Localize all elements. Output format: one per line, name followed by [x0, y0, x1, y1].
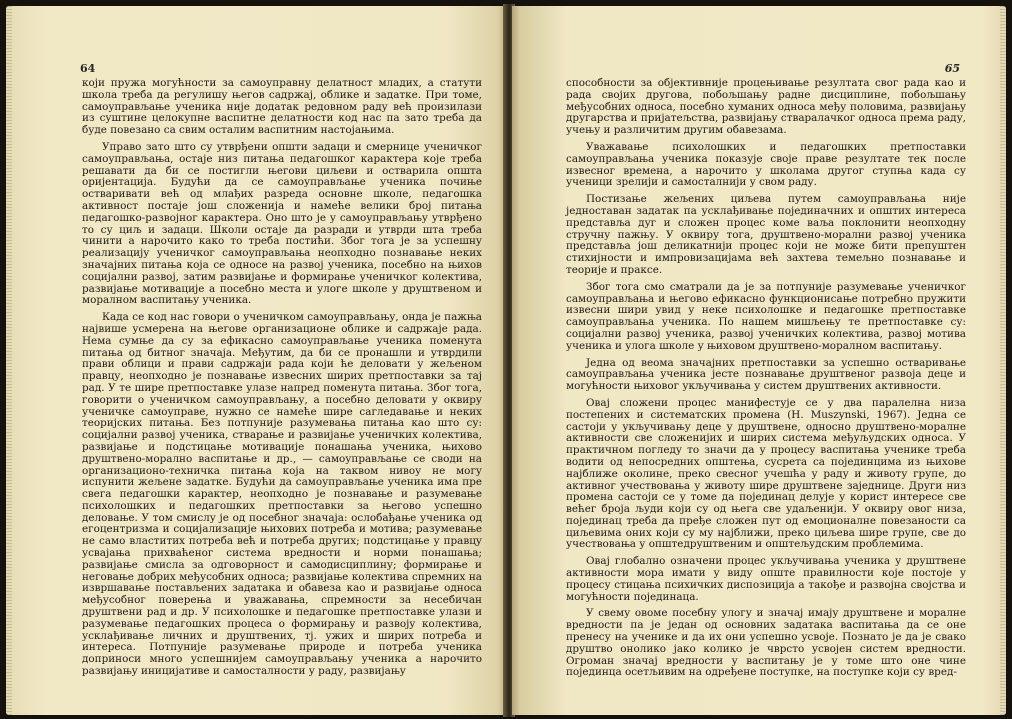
page-number: 65 [944, 62, 960, 75]
paragraph: У свему овоме посебну улогу и значај имају друштвене и моралне вредности па је један од основних задатака васпитања да се оне пренесу на ученике и да их они успешно усвоје. Познато је да је свако друштво онолико јако колико је чврсто усвојен систем вредности. Огроман значај вредности у васпитању је у томе што оне чине појединца осетљивим на одређене поступке, на поступке који су вред- [566, 607, 966, 679]
page-edges [6, 6, 12, 715]
left-page [6, 6, 506, 715]
body-text [82, 78, 482, 678]
paragraph: Због тога смо сматрали да је за потпуније разумевање ученичког самоуправљања и његово ефикасно функционисање потребно пружити извесни шири увид у неке психолошке и педагошке претпоставке самоуправљања ученика. По нашем мишљењу те претпоставке су: социјални развој ученика, развој ученичких колектива, развој мотива ученика и улога школе у њиховом друштвено-моралном васпитању. [566, 280, 966, 352]
paragraph: Када се код нас говори о ученичком самоуправљању, онда је пажња највише усмерена на његове организационе облике и садржаје рада. Нема сумње да су за ефикасно самоуправљање ученика поменута питања од битног значаја. Међутим, да би се пронашли и утврдили прави облици и прави садржаји рада који ће деловати у жељеном правцу, неопходно је познавање извесних ширих претпоставки за тај рад. У те шире претпоставке улазе напред поменута питања. Због тога, говорити о ученичком самоуправљању, а посебно деловати у оквиру ученичке самоуправе, нужно се намеће шире сагледавање и неких теоријских питања. Без потпуније разумевања питања као што су: социјални развој ученика, стварање и развијање ученичких колектива, развијање и подстицање мотивације понашања ученика, њихово друштвено-морално васпитање и др., — самоуправљање се своди на организационо-техничка питања која на таквом нивоу не могу испунити жељене задатке. Будући да самоуправљање ученика има пре свега педагошки карактер, неопходно је познавање и разумевање психолошких и педагошких претпоставки за његово успешно деловање. У том смислу је од посебног значаја: ослобађање ученика од егоцентризма и социјализације њихових потреба и мотива; разумевање не само властитих потреба већ и потреба других; подстицање у правцу усвајања прихваћеног система вредности и норми понашања; развијање смисла за одговорност и самодисциплину; формирање и неговање добрих међусобних односа; развијање колектива спремних на извршавање постављених задатака и обавеза као и развијање односа међусобног поверења и уважавања, спремности за несебичан друштвени рад и др. У психолошке и педагошке претпоставке улази и разумевање педагошких процеса о формирању и развоју колектива, усклађивање личних и друштвених, тј. ужих и ширих потреба и интереса. Потпуније разумевање природе и потреба ученика доприноси много успешнијем самоуправљању ученика а нарочито развијању иницијативе и самосталности у раду, развијању [82, 311, 482, 678]
paragraph: Једна од веома значајних претпоставки за успешно остваривање самоуправљања ученика јесте познавање друштвеног развоја деце и могућности њиховог укључивања у систем друштвених активности. [566, 356, 966, 393]
paragraph: Уважавање психолошких и педагошких претпоставки самоуправљања ученика показује своје праве резултате тек после извесног времена, а нарочито у школама другог ступња када су ученици зрелији и самосталнији у свом раду. [566, 140, 966, 189]
body-text [566, 78, 966, 679]
page-edges [1000, 6, 1006, 715]
right-page [512, 6, 1006, 715]
paragraph: који пружа могућности за самоуправну делатност младих, а статути школа треба да регулишу његов садржај, облике и задатке. При томе, самоуправљање ученика није додатак редовном раду већ произилази из суштине целокупне васпитне делатности код нас па зато треба да буде повезано са свим осталим васпитним настојањима. [82, 77, 482, 137]
paragraph: способности за објективније процењивање резултата свог рада као и рада својих другова, побољшању радне дисциплине, побољшању међусобних односа, посебно хуманих односа међу половима, развијању другарства и пријатељства, развијању стваралачког односа према раду, учењу и различитим другим обавезама. [566, 77, 966, 137]
page-number: 64 [80, 62, 96, 75]
paragraph: Овај глобално означени процес укључивања ученика у друштвене активности мора имати у виду опште правилности које постоје у процесу стицања психичких диспозиција а такође и развојна својства и могућности појединаца. [566, 555, 966, 603]
paragraph: Постизање жељених циљева путем самоуправљања није једноставан задатак па усклађивање појединачних и општих интереса представља дуг и сложен процес коме ваља поклонити неопходну стручну пажњу. У оквиру тога, друштвено-морални развој ученика представља још деликатнији процес који не може бити препуштен стихијности и импровизацијама већ захтева темељно познавање и теорије и праксе. [566, 193, 966, 276]
paragraph: Овај сложени процес манифестује се у два паралелна низа постепених и систематских промена (Н. Muszynski, 1967). Једна се састоји у укључивању деце у друштвене, односно друштвено-моралне активности све сложенијих и ширих система међуљудских односа. У практичном погледу то значи да у процесу васпитања ученике треба водити од непосредних општења, сусрета са појединцима из њихове најближе околине, преко свесног учешћа у раду и животу групе, до активног учествовања у животу шире друштвене заједнице. Други низ промена састоји се у томе да појединац делује у корист интересе све већег броја људи који су од њега све удаљенији. У оквиру овог низа, појединац треба да пређе сложен пут од емоционалне повезаности са циљевима оних који су му најближи, преко циљева шире групе, све до учествовања у општедруштвеним и општељудским проблемима. [566, 396, 966, 551]
paragraph: Управо зато што су утврђени општи задаци и смернице ученичког самоуправљања, остаје низ питања педагошког карактера које треба решавати да би се постигли његови циљеви и остварила општа оријентација. Будући да се самоуправљање ученика почиње остваривати већ од млађих разреда основне школе, педагошка активност постаје још сложенија и намеће велики број питања педагошко-развојног карактера. Оно што је у самоуправљању утврђено то су циљ и задаци. Школи остаје да разради и утврди шта треба чинити а нарочито како то треба постићи. Због тога је за успешну реализацију ученичког самоуправљања неопходно познавање неких значајних питања која се односе на развој ученика, посебно на њихов социјални развој, затим развијање и формирање ученичког колектива, развијање мотивације а посебно места и улоге школе у друштвеном и моралном васпитању ученика. [82, 140, 482, 307]
